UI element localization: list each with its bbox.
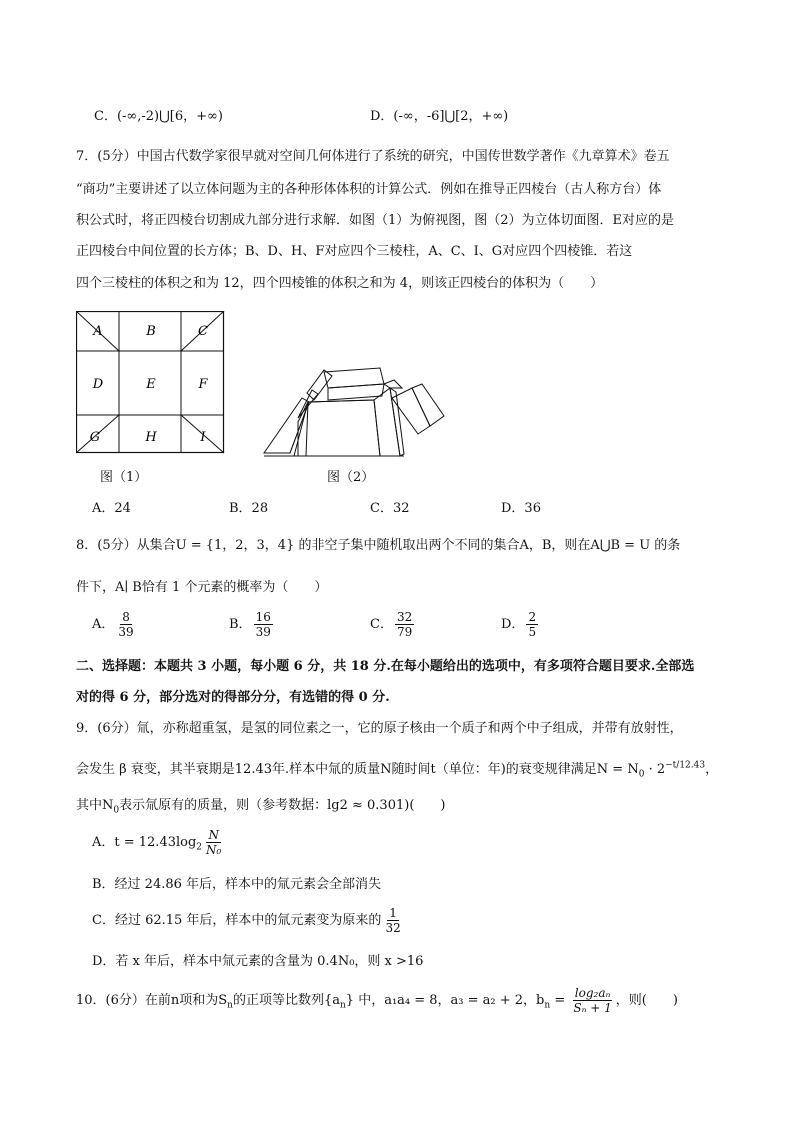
grid-label-f: F — [198, 377, 208, 392]
q7-option-a: A．24 — [92, 501, 131, 516]
q8-text-line1: 8．(5分）从集合U = {1，2，3，4} 的非空子集中随机取出两个不同的集合A，B，则在A⋃B = U 的条 — [76, 538, 681, 553]
q7-text-line2: “商功”主要讲述了以立体问题为主的各种形体体积的计算公式．例如在推导正四棱台（古人称方台）体 — [76, 182, 662, 197]
q6-option-d: D．(-∞，-6]⋃[2，+∞) — [370, 109, 509, 124]
grid-label-e: E — [146, 377, 156, 392]
q7-figure1-caption: 图（1） — [100, 470, 148, 485]
grid-label-d: D — [92, 377, 104, 392]
q10-text-line1: 10．(6分）在前n项和为$S_n$的正项等比数列$\{a_n\}$ 中，a₁a₄ = 8，a₃ = a₂ + 2，$b_n$ = $\frac{\text{log₂aₙ}}{\text{Sₙ + 1}}$ ，则( ) — [76, 986, 678, 1015]
q7-option-c: C．32 — [370, 501, 410, 516]
q7-text-line1: 7．(5分）中国古代数学家很早就对空间几何体进行了系统的研究，中国传世数学著作《九章算术》卷五 — [76, 149, 670, 164]
q9-option-a: A．$t = 12.43\log_2$ $\frac{N}{\text{N₀}}$ — [92, 828, 222, 857]
q9-option-c: C．经过 62.15 年后，样本中的氚元素变为原来的 $\frac{1}{32}$ — [92, 906, 401, 935]
q6-option-c: C．(-∞,-2)⋃[6，+∞) — [94, 109, 223, 124]
grid-label-c: C — [198, 324, 208, 339]
section2-heading-line2: 对的得 6 分，部分选对的得部分分，有选错的得 0 分. — [76, 690, 390, 705]
q7-text-line3: 积公式时，将正四棱台切割成九部分进行求解．如图（1）为俯视图，图（2）为立体切面图．E对应的是 — [76, 213, 675, 228]
q9-text-line3: 其中$N_0$表示氚原有的质量，则（参考数据：lg2 ≈ 0.301)( ) — [76, 798, 446, 816]
q7-figure2-caption: 图（2） — [327, 470, 375, 485]
q7-text-line4: 正四棱台中间位置的长方体；B、D、H、F对应四个三棱柱，A、C、I、G对应四个四棱锥．若这 — [76, 244, 633, 259]
q8-option-c: C． $\frac{32}{79}$ — [370, 610, 413, 639]
q8-option-d: D． $\frac{2}{5}$ — [501, 610, 537, 639]
q9-option-b: B．经过 24.86 年后，样本中的氚元素会全部消失 — [92, 877, 382, 892]
q7-option-b: B．28 — [229, 501, 269, 516]
grid-label-h: H — [145, 430, 157, 445]
grid-label-b: B — [146, 324, 156, 339]
q7-option-d: D．36 — [501, 501, 541, 516]
section2-heading-line1: 二、选择题：本题共 3 小题，每小题 6 分，共 18 分.在每小题给出的选项中，有多项符合题目要求.全部选 — [76, 659, 695, 674]
q9-text-line1: 9．(6分）氚，亦称超重氢，是氢的同位素之一，它的原子核由一个质子和两个中子组成，并带有放射性， — [76, 721, 683, 736]
q9-text-line2: 会发生 β 衰变，其半衰期是12.43年.样本中氚的质量N随时间t（单位：年)的衰变规律满足$N = N_0 \cdot 2^{-t/12.43}$， — [76, 760, 719, 780]
grid-label-a: A — [93, 324, 103, 339]
q8-option-b: B． $\frac{16}{39}$ — [229, 610, 271, 639]
q7-text-line5: 四个三棱柱的体积之和为 12，四个四棱锥的体积之和为 4，则该正四棱台的体积为（ ） — [76, 276, 604, 291]
grid-label-i: I — [200, 430, 206, 445]
q7-figure2-frustum — [262, 358, 452, 460]
q8-option-a: A． $\frac{8}{39}$ — [92, 610, 134, 639]
q7-figure1-grid — [76, 311, 226, 455]
q8-text-line2: 件下，A∣ B恰有 1 个元素的概率为（ ） — [76, 580, 328, 595]
grid-label-g: G — [89, 430, 101, 445]
q9-option-d: D．若 x 年后，样本中氚元素的含量为 0.4N₀，则 x >16 — [92, 954, 424, 969]
